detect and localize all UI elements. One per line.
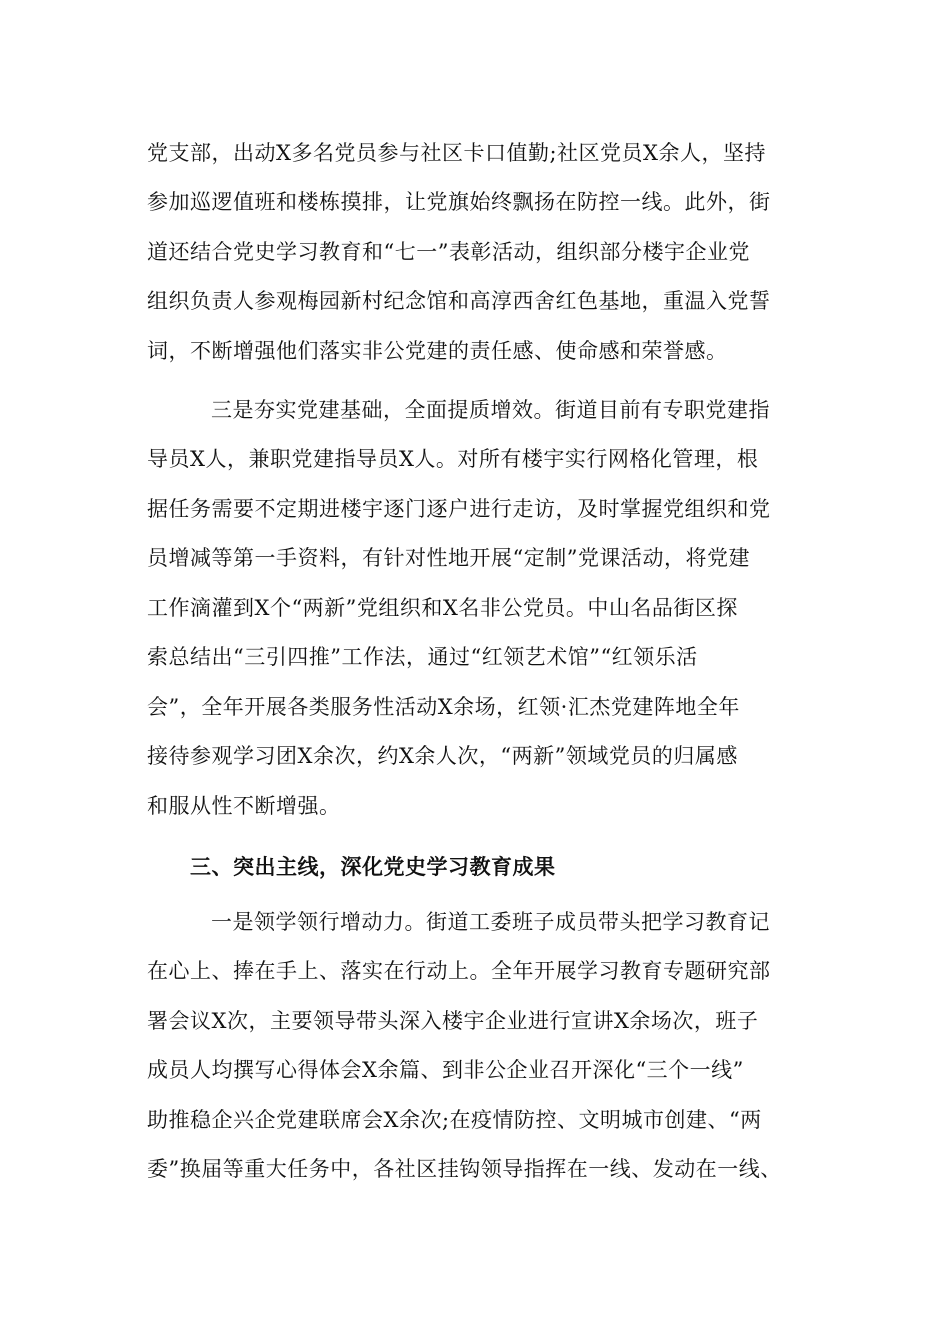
paragraph-1-line-5: 词，不断增强他们落实非公党建的责任感、使命感和荣誉感。	[147, 339, 728, 363]
paragraph-2-line-2: 导员X人，兼职党建指导员X人。对所有楼宇实行网格化管理，根	[147, 447, 759, 471]
paragraph-1-line-2: 参加巡逻值班和楼栋摸排，让党旗始终飘扬在防控一线。此外，街	[147, 190, 771, 214]
paragraph-2-line-6: 索总结出“三引四推”工作法，通过“红领艺术馆”“红领乐活	[147, 645, 698, 669]
paragraph-2-line-1: 三是夯实党建基础，全面提质增效。街道目前有专职党建指	[211, 398, 770, 422]
paragraph-3-line-5: 助推稳企兴企党建联席会X余次;在疫情防控、文明城市创建、“两	[147, 1108, 762, 1132]
paragraph-3-line-3: 署会议X次，主要领导带头深入楼宇企业进行宣讲X余场次，班子	[147, 1009, 759, 1033]
paragraph-3-line-2: 在心上、捧在手上、落实在行动上。全年开展学习教育专题研究部	[147, 959, 771, 983]
paragraph-2-line-4: 员增减等第一手资料，有针对性地开展“定制”党课活动，将党建	[147, 546, 750, 570]
paragraph-1-line-3: 道还结合党史学习教育和“七一”表彰活动，组织部分楼宇企业党	[147, 240, 750, 264]
paragraph-2-line-9: 和服从性不断增强。	[147, 794, 341, 818]
section-heading: 三、突出主线，深化党史学习教育成果	[190, 854, 556, 879]
paragraph-2-line-3: 据任务需要不定期进楼宇逐门逐户进行走访，及时掌握党组织和党	[147, 497, 771, 521]
paragraph-3-line-6: 委”换届等重大任务中，各社区挂钩领导指挥在一线、发动在一线、	[147, 1157, 782, 1181]
paragraph-1-line-1: 党支部，出动X多名党员参与社区卡口值勤;社区党员X余人，坚持	[147, 141, 766, 165]
paragraph-1-line-4: 组织负责人参观梅园新村纪念馆和高淳西舍红色基地，重温入党誓	[147, 289, 771, 313]
paragraph-2-line-5: 工作滴灌到X个“两新”党组织和X名非公党员。中山名品街区探	[147, 596, 738, 620]
paragraph-2-line-8: 接待参观学习团X余次，约X余人次，“两新”领域党员的归属感	[147, 744, 738, 768]
paragraph-2-line-7: 会”，全年开展各类服务性活动X余场，红领·汇杰党建阵地全年	[147, 695, 740, 719]
paragraph-3-line-4: 成员人均撰写心得体会X余篇、到非公企业召开深化“三个一线”	[147, 1058, 744, 1082]
paragraph-3-line-1: 一是领学领行增动力。街道工委班子成员带头把学习教育记	[211, 910, 770, 934]
